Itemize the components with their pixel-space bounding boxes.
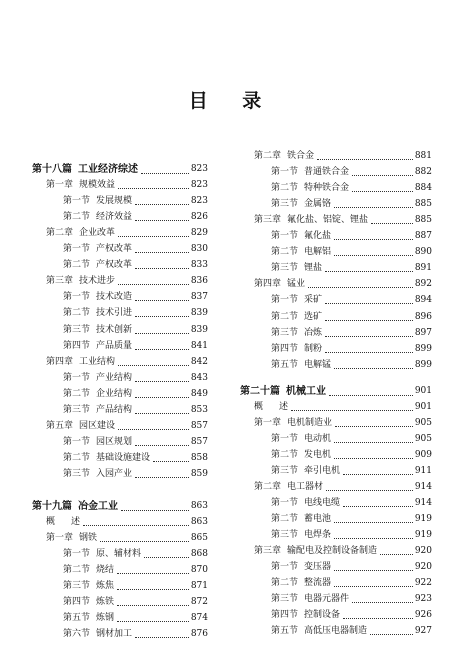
toc-entry-number: 第二节 (271, 311, 299, 322)
toc-entry[interactable] (32, 531, 208, 544)
dot-leader (370, 634, 413, 635)
toc-entry[interactable] (32, 178, 208, 191)
toc-entry[interactable] (32, 290, 208, 303)
dot-leader (334, 442, 413, 443)
toc-page-number: 874 (190, 613, 208, 624)
dot-leader (352, 191, 413, 192)
toc-entry-number: 第二节 (271, 183, 299, 194)
toc-entry-title: 产品质量 (96, 340, 133, 351)
toc-page-number: 894 (414, 295, 432, 306)
dot-leader (117, 605, 189, 606)
dot-leader (118, 188, 189, 189)
toc-entry-title: 输配电及控制设备制造 (287, 546, 378, 557)
toc-page-number: 871 (190, 581, 208, 592)
toc-entry[interactable] (240, 512, 432, 525)
toc-entry-number: 第二十篇 (240, 385, 280, 397)
toc-entry[interactable] (240, 149, 432, 162)
toc-entry[interactable] (32, 547, 208, 560)
toc-entry[interactable] (240, 384, 432, 398)
toc-entry-title: 整流器 (304, 578, 332, 589)
toc-entry[interactable] (240, 342, 432, 355)
dot-leader (135, 637, 189, 638)
dot-leader (135, 204, 189, 205)
dot-leader (135, 316, 189, 317)
toc-entry-number: 第一节 (271, 433, 299, 444)
dot-leader (325, 271, 413, 272)
dot-leader (117, 621, 189, 622)
toc-entry-number: 第三节 (271, 263, 299, 274)
toc-entry[interactable] (32, 371, 208, 384)
toc-entry-number: 第一节 (271, 295, 299, 306)
toc-page-number: 863 (190, 517, 208, 528)
toc-entry[interactable] (240, 358, 432, 371)
toc-entry-number: 第一节 (271, 231, 299, 242)
toc-entry-number: 第二节 (63, 565, 91, 576)
dot-leader (135, 397, 189, 398)
dot-leader (329, 395, 413, 396)
dot-leader (343, 618, 413, 619)
dot-leader (118, 365, 189, 366)
toc-page-number: 927 (414, 626, 432, 637)
toc-entry-title: 经济效益 (96, 212, 133, 223)
toc-page-number: 853 (190, 404, 208, 415)
toc-entry-title: 技术改造 (96, 292, 133, 303)
toc-entry[interactable] (32, 242, 208, 255)
toc-entry-title: 电解铝 (304, 247, 332, 258)
toc-entry[interactable] (240, 448, 432, 461)
dot-leader (335, 426, 413, 427)
toc-page-number: 890 (414, 247, 432, 258)
toc-entry[interactable] (240, 400, 432, 413)
toc-page-number: 926 (414, 610, 432, 621)
dot-leader (100, 541, 189, 542)
toc-entry-number: 第二节 (63, 212, 91, 223)
toc-entry-title: 入园产业 (96, 468, 133, 479)
dot-leader (135, 477, 189, 478)
toc-entry[interactable] (240, 576, 432, 589)
toc-entry-number: 第二章 (46, 228, 74, 239)
toc-entry-number: 概 (46, 517, 56, 528)
toc-page-number: 876 (190, 629, 208, 640)
toc-entry[interactable] (240, 416, 432, 429)
toc-entry[interactable] (32, 194, 208, 207)
toc-entry-title: 基础设施建设 (96, 452, 151, 463)
toc-entry-title: 产权改革 (96, 244, 133, 255)
toc-entry[interactable] (32, 467, 208, 480)
dot-leader (325, 320, 413, 321)
toc-entry[interactable] (32, 515, 208, 528)
dot-leader (291, 410, 413, 411)
toc-entry-title: 电工器材 (287, 482, 324, 492)
toc-entry-number: 概 (254, 401, 264, 412)
toc-entry[interactable] (32, 419, 208, 432)
toc-entry-title: 钢材加工 (96, 629, 133, 640)
toc-entry-title: 工业结构 (79, 356, 116, 367)
toc-entry[interactable] (240, 624, 432, 637)
dot-leader (135, 268, 189, 269)
toc-entry-number: 第二节 (63, 308, 91, 319)
dot-leader (135, 381, 189, 382)
toc-entry-number: 第四节 (271, 610, 299, 621)
toc-page-number: 843 (190, 372, 208, 383)
toc-entry-number: 第十九篇 (32, 501, 72, 512)
toc-entry-title: 企业结构 (96, 388, 133, 399)
toc-entry-title: 电线电缆 (304, 498, 341, 509)
toc-page-number: 885 (414, 215, 432, 226)
toc-page-number: 842 (190, 356, 208, 367)
toc-page-number: 857 (190, 420, 208, 431)
dot-leader (135, 252, 189, 253)
dot-leader (117, 573, 189, 574)
toc-page-number: 884 (414, 183, 432, 194)
toc-entry[interactable] (240, 480, 432, 493)
toc-entry[interactable] (240, 592, 432, 605)
toc-entry-number: 第十八篇 (32, 164, 72, 175)
toc-entry-title: 规模效益 (79, 180, 116, 191)
toc-entry-number: 第二章 (254, 151, 282, 161)
toc-entry-title: 电解锰 (304, 359, 332, 370)
toc-entry-title: 氟化盐 (304, 231, 332, 242)
dot-leader (352, 175, 413, 176)
dot-leader (135, 413, 189, 414)
toc-entry-number: 第五节 (271, 626, 299, 637)
dot-leader (380, 554, 413, 555)
toc-entry[interactable] (32, 226, 208, 239)
toc-entry-number: 第一节 (271, 562, 299, 573)
toc-entry-number: 第二节 (63, 388, 91, 399)
toc-entry-number: 第一章 (254, 417, 282, 428)
toc-entry-title: 蓄电池 (304, 514, 332, 525)
toc-entry-number: 第六节 (63, 629, 91, 640)
dot-leader (117, 589, 189, 590)
toc-page-number: 857 (190, 436, 208, 447)
toc-entry-title: 产品结构 (96, 404, 133, 415)
toc-entry-number: 第三节 (63, 468, 91, 479)
toc-entry-number: 第二节 (271, 514, 299, 525)
toc-entry-title: 锂盐 (304, 263, 323, 274)
toc-page-number: 868 (190, 549, 208, 560)
toc-entry-number: 第二节 (63, 452, 91, 463)
toc-entry-number: 第五节 (63, 613, 91, 624)
dot-leader (334, 570, 413, 571)
toc-page-number: 839 (190, 324, 208, 335)
toc-entry[interactable] (32, 627, 208, 640)
toc-entry[interactable] (240, 197, 432, 210)
dot-leader (135, 349, 189, 350)
toc-entry-number: 第二章 (254, 482, 282, 492)
toc-page-number: 896 (414, 311, 432, 322)
toc-entry-number: 第一节 (63, 292, 91, 303)
toc-entry-title: 述 (279, 401, 289, 412)
dot-leader (144, 557, 189, 558)
toc-entry-title: 特种铁合金 (304, 183, 350, 194)
dot-leader (334, 586, 413, 587)
toc-page-number: 899 (414, 343, 432, 354)
dot-leader (326, 490, 413, 491)
toc-entry-number: 第二节 (271, 449, 299, 460)
toc-page-number: 919 (414, 514, 432, 525)
toc-entry-number: 第三节 (271, 327, 299, 338)
toc-entry-number: 第三章 (254, 546, 282, 557)
dot-leader (135, 220, 189, 221)
dot-leader (135, 300, 189, 301)
toc-page-number: 905 (414, 433, 432, 444)
toc-page-number: 830 (190, 244, 208, 255)
toc-page-number: 899 (414, 359, 432, 370)
toc-entry[interactable] (32, 258, 208, 271)
toc-entry[interactable] (32, 339, 208, 352)
toc-entry[interactable] (240, 326, 432, 339)
toc-page-number: 911 (414, 465, 432, 476)
dot-leader (118, 429, 189, 430)
dot-leader (334, 255, 413, 256)
toc-entry[interactable] (32, 499, 208, 513)
toc-entry[interactable] (32, 579, 208, 592)
toc-entry-number: 第三节 (271, 530, 299, 541)
toc-page-number: 833 (190, 260, 208, 271)
toc-entry-title: 技术引进 (96, 308, 133, 319)
dot-leader (141, 173, 189, 174)
toc-entry-title: 锰业 (287, 279, 306, 290)
dot-leader (371, 223, 413, 224)
dot-leader (121, 510, 189, 511)
dot-leader (325, 336, 413, 337)
toc-entry[interactable] (32, 210, 208, 223)
toc-page-number: 823 (190, 196, 208, 207)
dot-leader (334, 207, 413, 208)
toc-page-number: 891 (414, 263, 432, 274)
toc-entry-title: 技术创新 (96, 324, 133, 335)
toc-entry-number: 第三节 (63, 581, 91, 592)
page-title: 目 录 (188, 90, 276, 112)
toc-entry[interactable] (240, 293, 432, 306)
toc-page-number: 905 (414, 417, 432, 428)
toc-entry-number: 第一节 (63, 244, 91, 255)
toc-entry[interactable] (240, 181, 432, 194)
toc-entry-title: 原、辅材料 (96, 549, 142, 560)
toc-entry[interactable] (32, 435, 208, 448)
toc-page-number: 829 (190, 228, 208, 239)
dot-leader (334, 538, 413, 539)
toc-page-number: 823 (190, 180, 208, 191)
toc-entry[interactable] (32, 162, 208, 176)
toc-entry-title: 产权改革 (96, 260, 133, 271)
toc-page-number: 887 (414, 231, 432, 242)
toc-entry-title: 铁合金 (287, 151, 315, 161)
toc-entry[interactable] (240, 165, 432, 178)
toc-entry-title: 选矿 (304, 311, 323, 322)
toc-page-number: 839 (190, 308, 208, 319)
toc-entry-number: 第三章 (254, 215, 282, 226)
toc-entry-number: 第四章 (46, 356, 74, 367)
toc-entry[interactable] (240, 245, 432, 258)
dot-leader (135, 333, 189, 334)
toc-entry[interactable] (32, 306, 208, 319)
toc-entry[interactable] (240, 213, 432, 226)
toc-entry-title: 发展规模 (96, 196, 133, 207)
toc-entry-title: 高低压电器制造 (304, 626, 368, 637)
toc-page-number: 823 (190, 164, 208, 174)
toc-entry-title: 电机制造业 (287, 417, 333, 428)
toc-page-number: 909 (414, 449, 432, 460)
toc-entry-number: 第三节 (271, 465, 299, 476)
toc-page-number: 897 (414, 327, 432, 338)
toc-entry-number: 第一章 (46, 533, 74, 544)
toc-page-number: 920 (414, 546, 432, 557)
toc-page-number: 919 (414, 530, 432, 541)
toc-entry[interactable] (240, 544, 432, 557)
toc-page-number: 914 (414, 482, 432, 492)
toc-entry-title: 冶炼 (304, 327, 323, 338)
toc-entry[interactable] (240, 528, 432, 541)
toc-entry-title: 述 (71, 517, 81, 528)
toc-entry-title: 冶金工业 (78, 501, 118, 512)
dot-leader (118, 284, 189, 285)
toc-entry-number: 第五节 (271, 359, 299, 370)
dot-leader (153, 461, 189, 462)
toc-page-number: 841 (190, 340, 208, 351)
toc-entry-number: 第三节 (271, 594, 299, 605)
toc-entry[interactable] (32, 611, 208, 624)
dot-leader (334, 368, 413, 369)
toc-entry[interactable] (32, 274, 208, 287)
dot-leader (325, 303, 413, 304)
toc-entry-number: 第一节 (63, 372, 91, 383)
toc-entry-number: 第三节 (271, 199, 299, 210)
toc-page-number: 901 (414, 401, 432, 412)
dot-leader (334, 522, 413, 523)
toc-entry-title: 控制设备 (304, 610, 341, 621)
dot-leader (343, 474, 413, 475)
toc-entry-number: 第四章 (254, 279, 282, 290)
toc-page-number: 865 (190, 533, 208, 544)
toc-page-number: 885 (414, 199, 432, 210)
toc-entry[interactable] (240, 464, 432, 477)
toc-entry-title: 钢铁 (79, 533, 98, 544)
toc-page-number: 826 (190, 212, 208, 223)
toc-entry[interactable] (240, 560, 432, 573)
toc-entry-number: 第四节 (271, 343, 299, 354)
toc-entry-title: 普通铁合金 (304, 167, 350, 178)
toc-page-number: 870 (190, 565, 208, 576)
toc-entry[interactable] (32, 355, 208, 368)
toc-entry-title: 炼钢 (96, 613, 115, 624)
dot-leader (334, 239, 413, 240)
toc-entry-number: 第一节 (63, 196, 91, 207)
dot-leader (325, 352, 413, 353)
toc-entry-title: 炼焦 (96, 581, 115, 592)
toc-entry-title: 金属铬 (304, 199, 332, 210)
toc-page-number: 914 (414, 498, 432, 509)
toc-entry-number: 第一节 (271, 498, 299, 509)
toc-entry-number: 第二节 (271, 578, 299, 589)
toc-entry-title: 园区建设 (79, 420, 116, 431)
toc-page-number: 849 (190, 388, 208, 399)
toc-entry-title: 电动机 (304, 433, 332, 444)
toc-entry-number: 第三节 (63, 404, 91, 415)
toc-page-number: 859 (190, 468, 208, 479)
toc-entry[interactable] (240, 277, 432, 290)
toc-entry-title: 园区规划 (96, 436, 133, 447)
toc-entry-title: 产业结构 (96, 372, 133, 383)
toc-entry-number: 第二节 (271, 247, 299, 258)
toc-entry-number: 第五章 (46, 420, 74, 431)
toc-entry-title: 制粉 (304, 343, 323, 354)
toc-entry-title: 电焊条 (304, 530, 332, 541)
toc-entry-title: 电器元器件 (304, 594, 350, 605)
toc-entry[interactable] (32, 451, 208, 464)
toc-entry-number: 第三章 (46, 276, 74, 287)
toc-entry-title: 牵引电机 (304, 465, 341, 476)
toc-page-number: 922 (414, 578, 432, 589)
toc-page-number: 881 (414, 151, 432, 161)
toc-page-number: 892 (414, 279, 432, 290)
toc-entry-number: 第四节 (63, 340, 91, 351)
toc-page-number: 901 (414, 385, 432, 396)
toc-entry-title: 机械工业 (286, 385, 326, 397)
toc-entry-title: 变压器 (304, 562, 332, 573)
toc-entry[interactable] (240, 261, 432, 274)
toc-entry-title: 企业改革 (79, 228, 116, 239)
dot-leader (118, 236, 189, 237)
toc-entry[interactable] (240, 432, 432, 445)
toc-page-number: 858 (190, 452, 208, 463)
toc-entry-title: 技术进步 (79, 276, 116, 287)
toc-entry[interactable] (32, 323, 208, 336)
toc-entry-number: 第二节 (63, 260, 91, 271)
toc-entry-title: 炼铁 (96, 597, 115, 608)
toc-entry-title: 发电机 (304, 449, 332, 460)
toc-page-number: 920 (414, 562, 432, 573)
toc-entry[interactable] (240, 229, 432, 242)
dot-leader (135, 445, 189, 446)
toc-entry[interactable] (32, 595, 208, 608)
dot-leader (343, 506, 413, 507)
toc-page-number: 872 (190, 597, 208, 608)
toc-entry[interactable] (32, 563, 208, 576)
toc-entry[interactable] (240, 608, 432, 621)
toc-entry-number: 第一节 (63, 436, 91, 447)
toc-entry-number: 第一章 (46, 180, 74, 191)
toc-page-number: 882 (414, 167, 432, 178)
toc-entry[interactable] (240, 496, 432, 509)
toc-entry[interactable] (240, 310, 432, 323)
toc-entry-number: 第一节 (271, 167, 299, 178)
toc-page-number: 863 (190, 501, 208, 511)
dot-leader (352, 602, 413, 603)
toc-entry-title: 烧结 (96, 565, 115, 576)
toc-entry-number: 第一节 (63, 549, 91, 560)
toc-entry-number: 第三节 (63, 324, 91, 335)
dot-leader (334, 458, 413, 459)
toc-entry[interactable] (32, 387, 208, 400)
toc-entry-number: 第四节 (63, 597, 91, 608)
dot-leader (308, 287, 413, 288)
dot-leader (83, 525, 189, 526)
toc-page-number: 836 (190, 276, 208, 287)
toc-page-number: 923 (414, 594, 432, 605)
dot-leader (317, 159, 413, 160)
toc-entry[interactable] (32, 403, 208, 416)
toc-entry-title: 工业经济综述 (78, 164, 138, 175)
toc-page-number: 837 (190, 292, 208, 303)
toc-entry-title: 氟化盐、铝锭、锂盐 (287, 215, 369, 226)
toc-entry-title: 采矿 (304, 295, 323, 306)
